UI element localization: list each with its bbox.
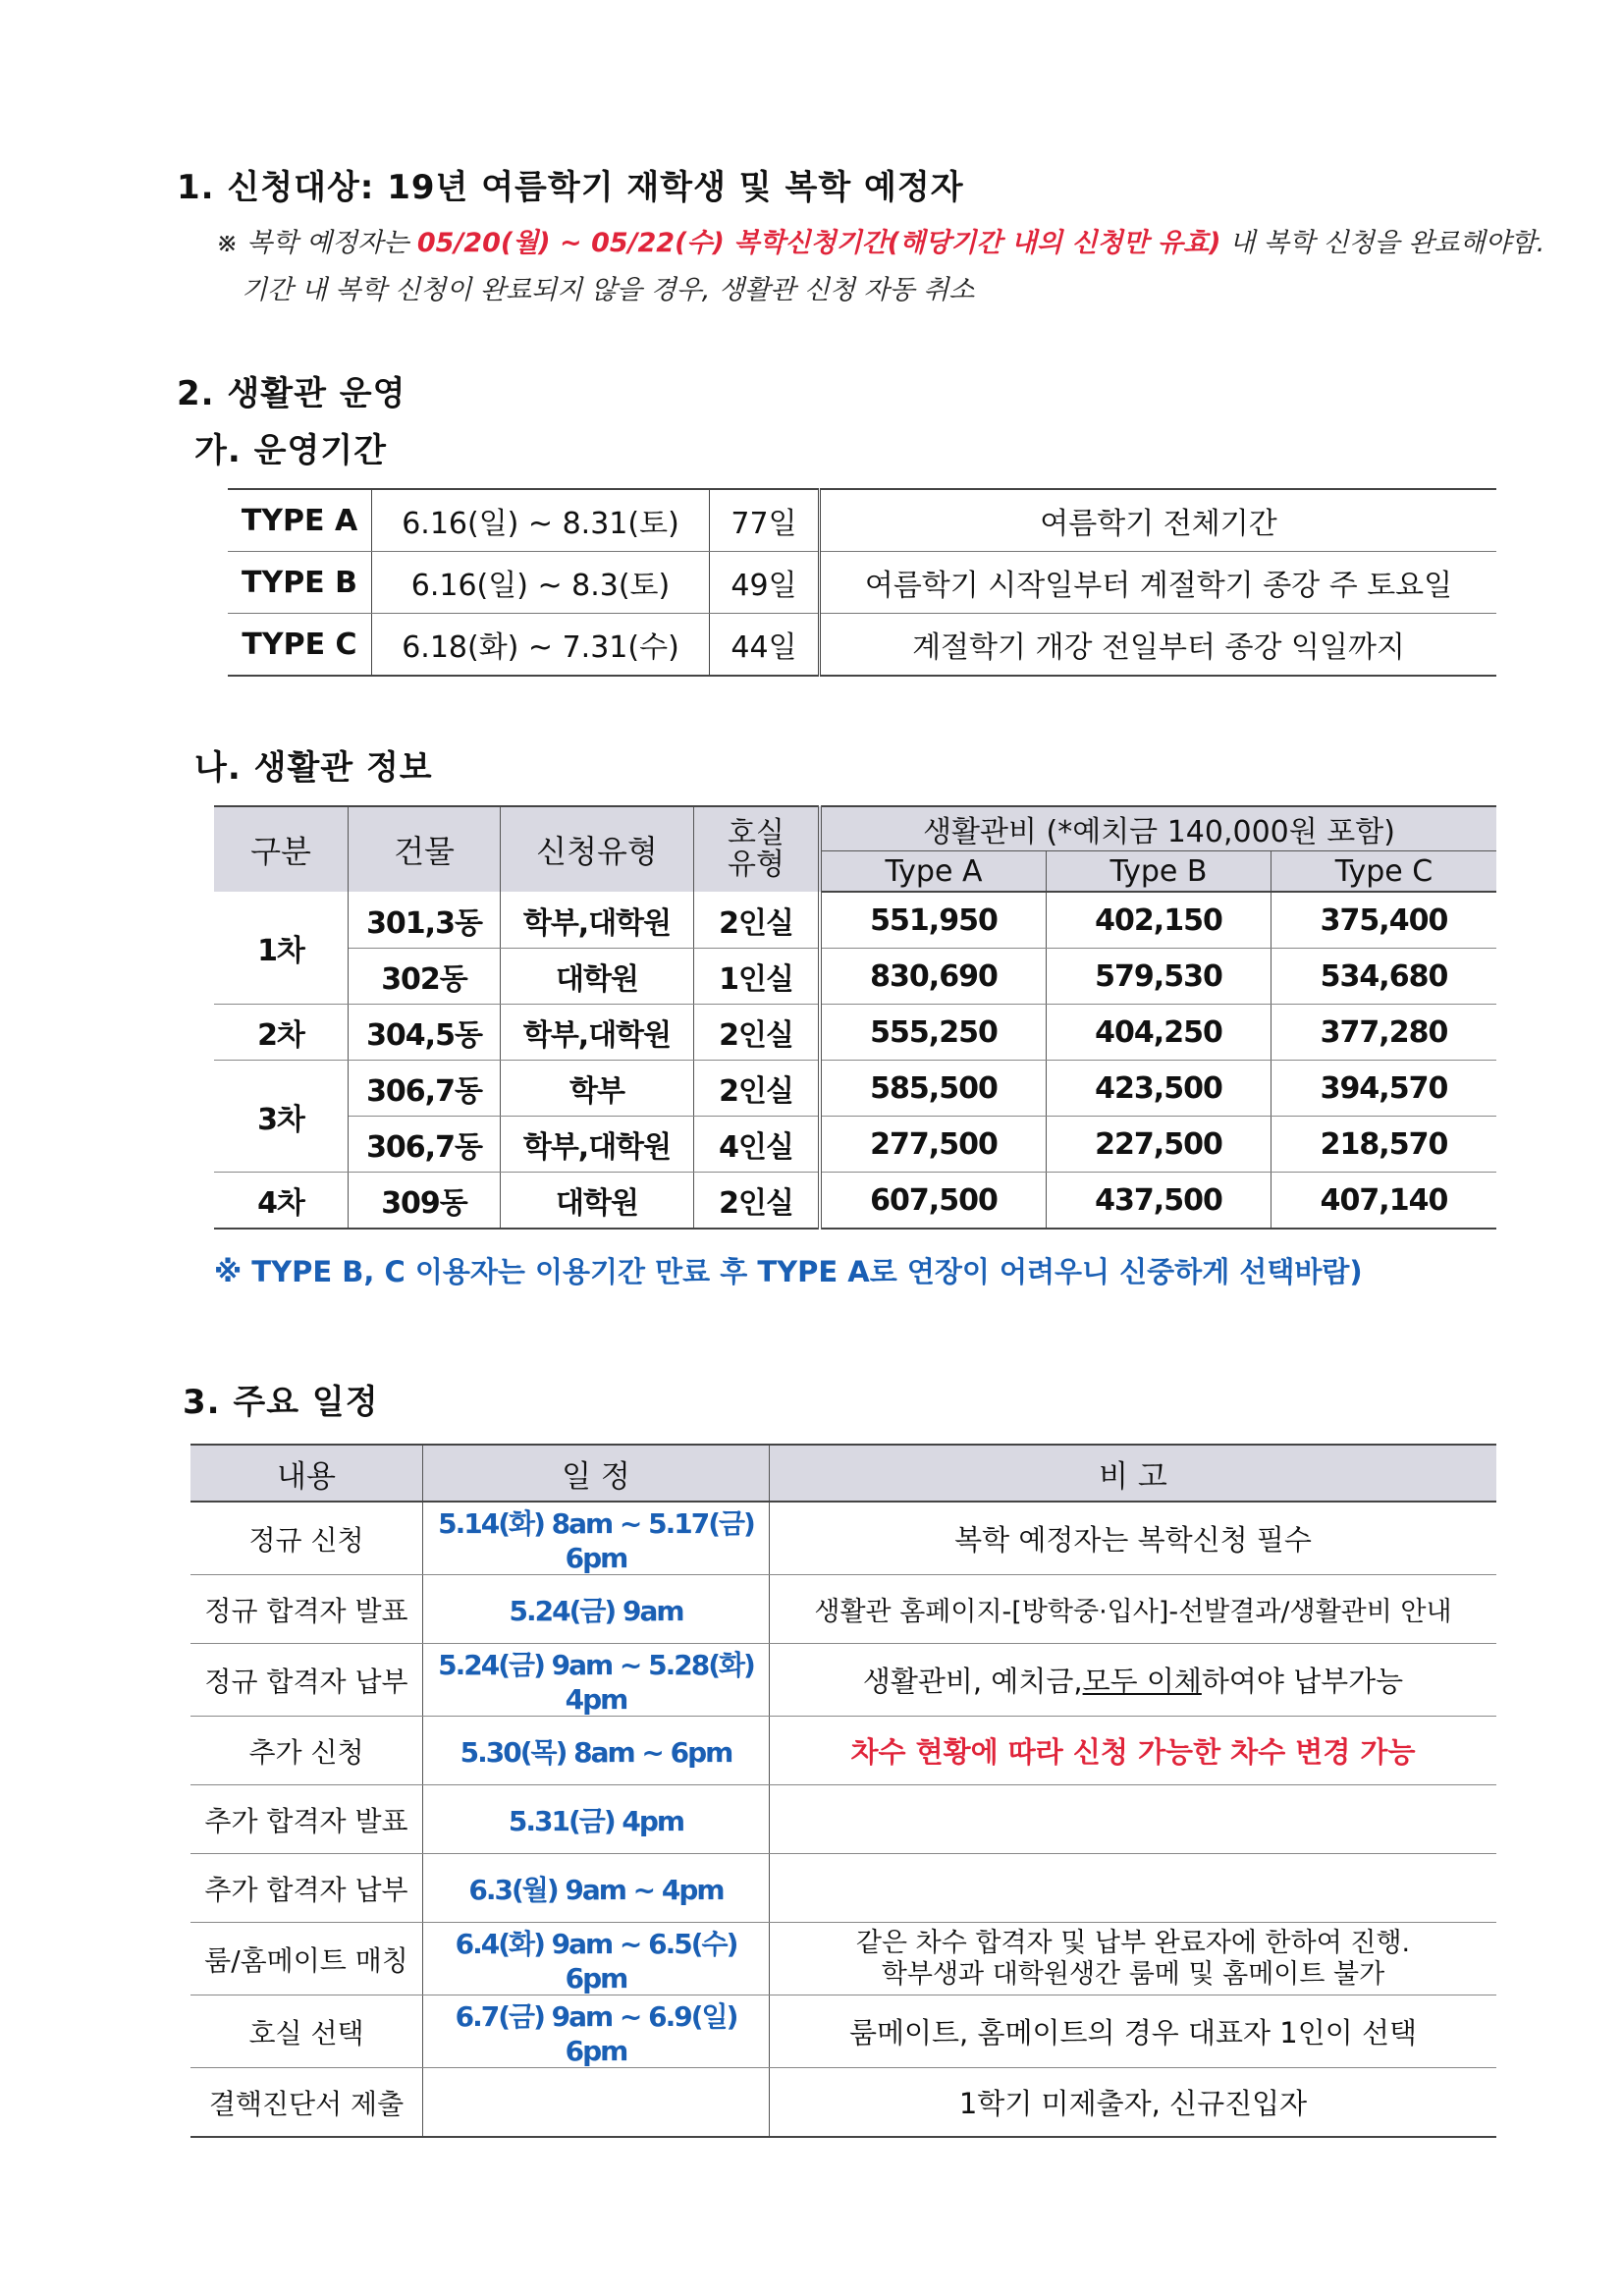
cell-apply: 대학원 bbox=[501, 949, 694, 1005]
cell-date: 5.31(금) 4pm bbox=[423, 1785, 770, 1854]
cell-fee-a: 551,950 bbox=[820, 892, 1047, 949]
table-row bbox=[228, 614, 1496, 677]
header-row bbox=[190, 1445, 1496, 1502]
header-row bbox=[214, 806, 1496, 851]
cell-building: 309동 bbox=[349, 1173, 501, 1230]
period-desc: 계절학기 개강 전일부터 종강 익일까지 bbox=[820, 614, 1497, 677]
cell-date: 5.24(금) 9am ~ 5.28(화) 4pm bbox=[423, 1644, 770, 1717]
table-row bbox=[190, 1854, 1496, 1923]
table-row bbox=[214, 1173, 1496, 1230]
cell-remark: 복학 예정자는 복학신청 필수 bbox=[770, 1502, 1497, 1575]
cell-building: 302동 bbox=[349, 949, 501, 1005]
section-2a-heading: 가. 운영기간 bbox=[194, 431, 387, 470]
period-days: 49일 bbox=[710, 552, 820, 614]
dorm-info-note: ※ TYPE B, C 이용자는 이용기간 만료 후 TYPE A로 연장이 어려우니 신중하게 선택바람) bbox=[214, 1255, 1363, 1288]
col-room-type bbox=[694, 806, 821, 892]
cell-content: 추가 신청 bbox=[190, 1717, 423, 1785]
cell-content: 정규 신청 bbox=[190, 1502, 423, 1575]
cell-room: 2인실 bbox=[694, 1005, 821, 1061]
col-remark: 비 고 bbox=[770, 1445, 1497, 1502]
cell-fee-b: 402,150 bbox=[1047, 892, 1271, 949]
cell-content: 호실 선택 bbox=[190, 1995, 423, 2068]
table-row bbox=[190, 1644, 1496, 1717]
remark-underlined: 모두 이체 bbox=[1082, 1665, 1202, 1698]
cell-remark: 생활관 홈페이지-[방학중·입사]-선발결과/생활관비 안내 bbox=[770, 1575, 1497, 1644]
cell-fee-a: 830,690 bbox=[820, 949, 1047, 1005]
cell-date: 6.7(금) 9am ~ 6.9(일) 6pm bbox=[423, 1995, 770, 2068]
cell-remark bbox=[770, 1785, 1497, 1854]
cell-building: 306,7동 bbox=[349, 1061, 501, 1117]
cell-room: 1인실 bbox=[694, 949, 821, 1005]
section-1-note bbox=[216, 221, 1544, 259]
cell-fee-a: 607,500 bbox=[820, 1173, 1047, 1230]
col-type-c: Type C bbox=[1271, 851, 1497, 893]
table-row bbox=[214, 1005, 1496, 1061]
cell-date bbox=[423, 2068, 770, 2138]
cell-room: 2인실 bbox=[694, 1061, 821, 1117]
col-fee-group: 생활관비 (*예치금 140,000원 포함) bbox=[820, 806, 1496, 851]
note-suffix: 내 복학 신청을 완료해야함. bbox=[1220, 228, 1545, 258]
table-row bbox=[214, 1117, 1496, 1173]
cell-fee-c: 407,140 bbox=[1271, 1173, 1497, 1230]
cell-content: 결핵진단서 제출 bbox=[190, 2068, 423, 2138]
cell-fee-a: 277,500 bbox=[820, 1117, 1047, 1173]
col-content: 내용 bbox=[190, 1445, 423, 1502]
section-3-heading: 3. 주요 일정 bbox=[183, 1383, 379, 1422]
period-table bbox=[228, 488, 1496, 677]
remark-line-2: 학부생과 대학원생간 룸메 및 홈메이트 불가 bbox=[881, 1958, 1385, 1990]
cell-apply: 학부,대학원 bbox=[501, 1117, 694, 1173]
cell-remark: 룸메이트, 홈메이트의 경우 대표자 1인이 선택 bbox=[770, 1995, 1497, 2068]
table-row bbox=[190, 1995, 1496, 2068]
dorm-info-table bbox=[214, 805, 1496, 1230]
cell-content: 정규 합격자 발표 bbox=[190, 1575, 423, 1644]
cell-building: 301,3동 bbox=[349, 892, 501, 949]
period-type: TYPE C bbox=[228, 614, 372, 677]
cell-gubun: 3차 bbox=[214, 1061, 349, 1173]
cell-content: 룸/홈메이트 매칭 bbox=[190, 1923, 423, 1995]
remark-line-1: 같은 차수 합격자 및 납부 완료자에 한하여 진행. bbox=[855, 1927, 1411, 1958]
period-days: 44일 bbox=[710, 614, 820, 677]
table-row bbox=[190, 1502, 1496, 1575]
table-row bbox=[214, 892, 1496, 949]
period-range: 6.16(일) ~ 8.3(토) bbox=[372, 552, 710, 614]
cell-room: 2인실 bbox=[694, 1173, 821, 1230]
schedule-table bbox=[190, 1444, 1496, 2138]
table-row bbox=[190, 2068, 1496, 2138]
col-gubun: 구분 bbox=[214, 806, 349, 892]
period-days: 77일 bbox=[710, 489, 820, 552]
cell-gubun: 1차 bbox=[214, 892, 349, 1005]
col-type-b: Type B bbox=[1047, 851, 1271, 893]
period-range: 6.16(일) ~ 8.31(토) bbox=[372, 489, 710, 552]
section-2b-heading: 나. 생활관 정보 bbox=[194, 748, 433, 788]
cell-fee-b: 579,530 bbox=[1047, 949, 1271, 1005]
cell-room: 2인실 bbox=[694, 892, 821, 949]
table-row bbox=[190, 1785, 1496, 1854]
remark-post: 하여야 납부가능 bbox=[1201, 1665, 1404, 1698]
col-type-a: Type A bbox=[820, 851, 1047, 893]
table-row bbox=[214, 949, 1496, 1005]
cell-room: 4인실 bbox=[694, 1117, 821, 1173]
table-row bbox=[190, 1575, 1496, 1644]
col-building: 건물 bbox=[349, 806, 501, 892]
cell-fee-b: 404,250 bbox=[1047, 1005, 1271, 1061]
cell-fee-b: 437,500 bbox=[1047, 1173, 1271, 1230]
cell-content: 추가 합격자 납부 bbox=[190, 1854, 423, 1923]
col-apply-type: 신청유형 bbox=[501, 806, 694, 892]
cell-gubun: 2차 bbox=[214, 1005, 349, 1061]
cell-fee-c: 375,400 bbox=[1271, 892, 1497, 949]
cell-fee-c: 218,570 bbox=[1271, 1117, 1497, 1173]
table-row bbox=[228, 489, 1496, 552]
cell-apply: 대학원 bbox=[501, 1173, 694, 1230]
cell-fee-a: 555,250 bbox=[820, 1005, 1047, 1061]
cell-date: 5.24(금) 9am bbox=[423, 1575, 770, 1644]
cell-apply: 학부,대학원 bbox=[501, 892, 694, 949]
period-desc: 여름학기 전체기간 bbox=[820, 489, 1497, 552]
cell-date: 6.4(화) 9am ~ 6.5(수) 6pm bbox=[423, 1923, 770, 1995]
section-1-note-line2: 기간 내 복학 신청이 완료되지 않을 경우, 생활관 신청 자동 취소 bbox=[242, 275, 975, 305]
cell-fee-b: 423,500 bbox=[1047, 1061, 1271, 1117]
remark-pre: 생활관비, 예치금, bbox=[862, 1665, 1083, 1698]
cell-gubun: 4차 bbox=[214, 1173, 349, 1230]
cell-fee-c: 534,680 bbox=[1271, 949, 1497, 1005]
cell-remark: 1학기 미제출자, 신규진입자 bbox=[770, 2068, 1497, 2138]
table-row bbox=[190, 1923, 1496, 1995]
cell-date: 6.3(월) 9am ~ 4pm bbox=[423, 1854, 770, 1923]
cell-fee-b: 227,500 bbox=[1047, 1117, 1271, 1173]
cell-content: 추가 합격자 발표 bbox=[190, 1785, 423, 1854]
cell-remark bbox=[770, 1854, 1497, 1923]
room-type-label: 호실 유형 bbox=[728, 816, 784, 882]
table-row bbox=[190, 1717, 1496, 1785]
col-date: 일 정 bbox=[423, 1445, 770, 1502]
cell-remark: 차수 현황에 따라 신청 가능한 차수 변경 가능 bbox=[770, 1717, 1497, 1785]
period-type: TYPE A bbox=[228, 489, 372, 552]
period-type: TYPE B bbox=[228, 552, 372, 614]
cell-fee-a: 585,500 bbox=[820, 1061, 1047, 1117]
cell-building: 304,5동 bbox=[349, 1005, 501, 1061]
note-prefix: ※ 복학 예정자는 bbox=[216, 228, 417, 258]
note-red-period: 05/20(월) ~ 05/22(수) 복학신청기간(해당기간 내의 신청만 유효) bbox=[416, 228, 1221, 258]
cell-date: 5.30(목) 8am ~ 6pm bbox=[423, 1717, 770, 1785]
table-row bbox=[214, 1061, 1496, 1117]
section-2-heading: 2. 생활관 운영 bbox=[177, 374, 406, 413]
period-range: 6.18(화) ~ 7.31(수) bbox=[372, 614, 710, 677]
cell-content: 정규 합격자 납부 bbox=[190, 1644, 423, 1717]
cell-apply: 학부,대학원 bbox=[501, 1005, 694, 1061]
cell-fee-c: 377,280 bbox=[1271, 1005, 1497, 1061]
cell-remark bbox=[770, 1644, 1497, 1717]
cell-date: 5.14(화) 8am ~ 5.17(금) 6pm bbox=[423, 1502, 770, 1575]
cell-fee-c: 394,570 bbox=[1271, 1061, 1497, 1117]
table-row bbox=[228, 552, 1496, 614]
cell-apply: 학부 bbox=[501, 1061, 694, 1117]
cell-building: 306,7동 bbox=[349, 1117, 501, 1173]
cell-remark bbox=[770, 1923, 1497, 1995]
period-desc: 여름학기 시작일부터 계절학기 종강 주 토요일 bbox=[820, 552, 1497, 614]
section-1-heading: 1. 신청대상: 19년 여름학기 재학생 및 복학 예정자 bbox=[177, 168, 964, 207]
